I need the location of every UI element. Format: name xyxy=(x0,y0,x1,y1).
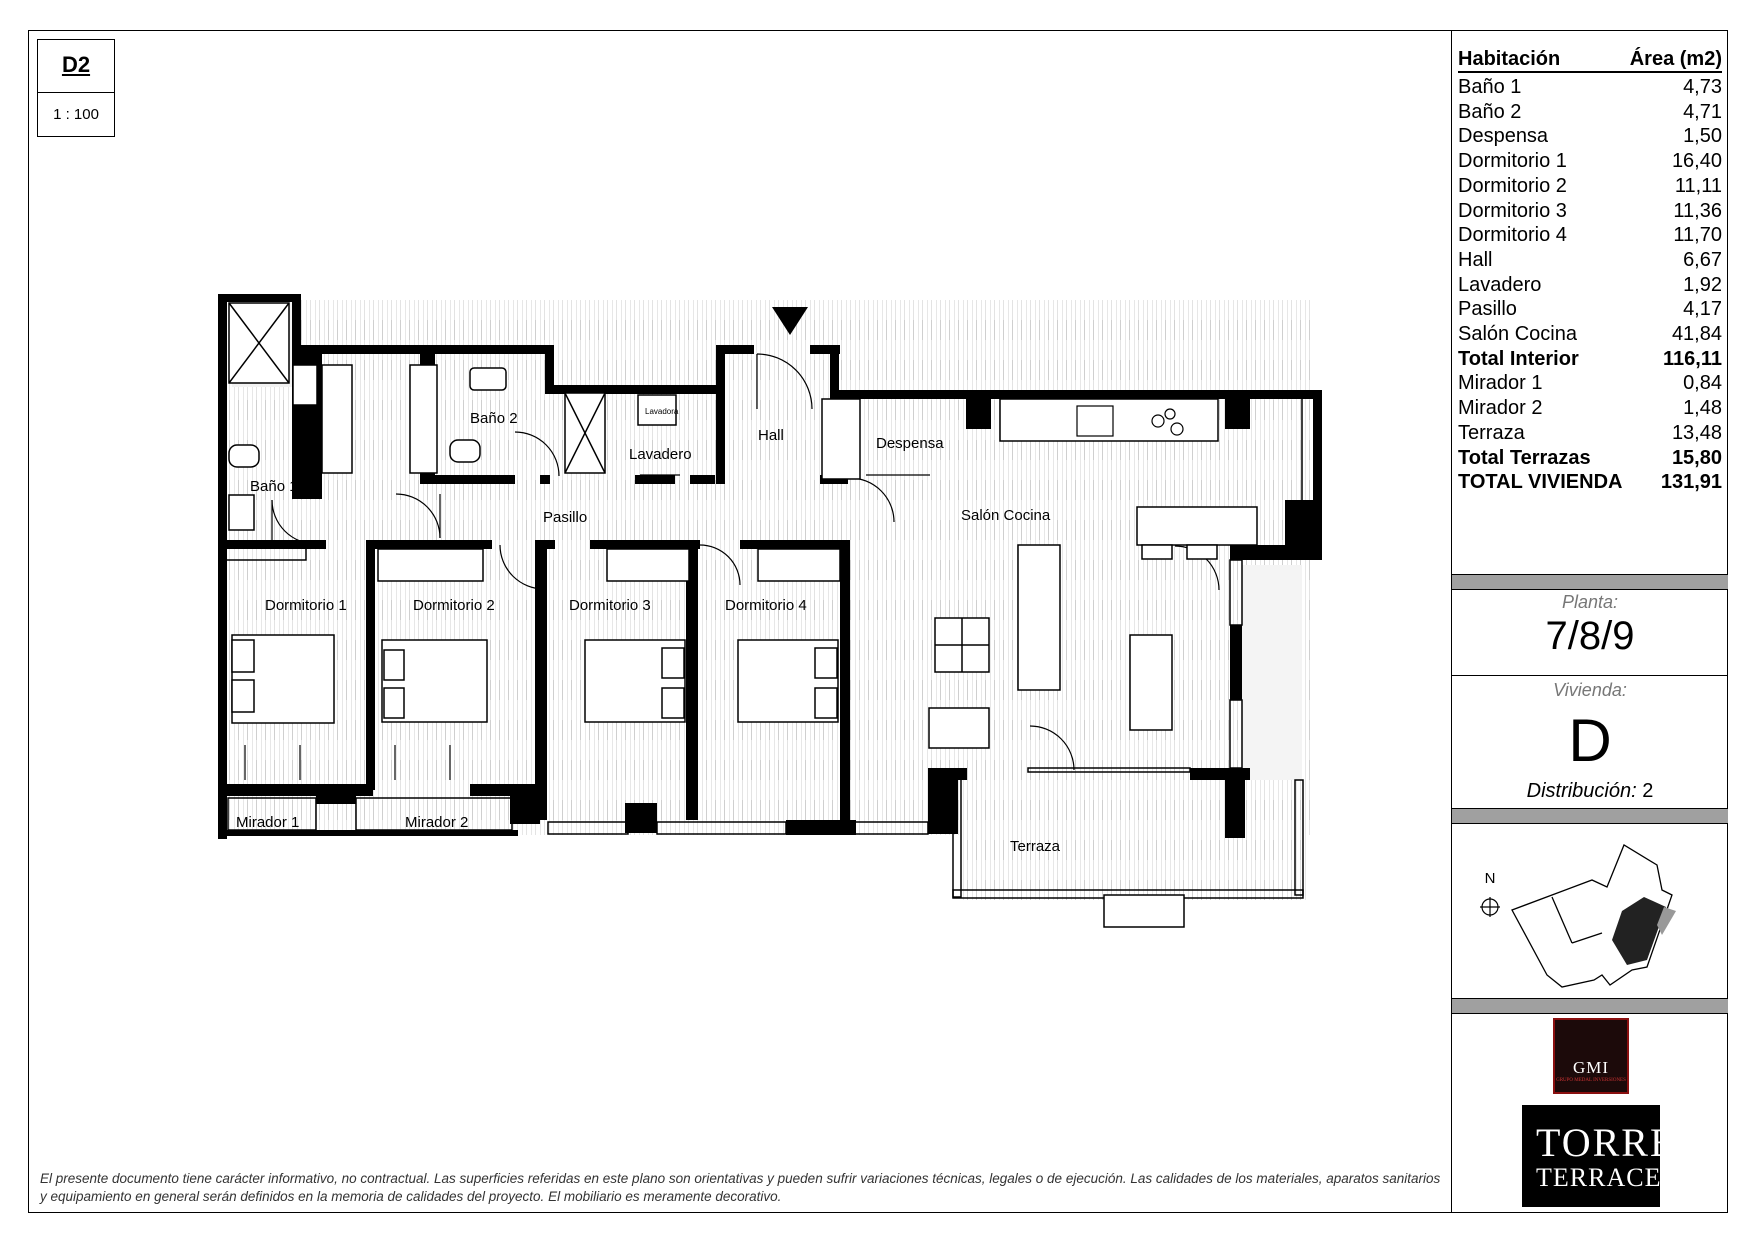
header-area: Área (m2) xyxy=(1629,48,1722,70)
area-row xyxy=(1458,100,1722,125)
area-row-value: 0,84 xyxy=(1683,372,1722,395)
area-row-room: Terraza xyxy=(1458,421,1525,444)
area-row-value: 116,11 xyxy=(1663,347,1722,370)
area-row-room: Total Terrazas xyxy=(1458,446,1591,469)
area-row-room: Dormitorio 4 xyxy=(1458,224,1567,247)
torre-terrace-logo xyxy=(1522,1105,1677,1207)
label-dorm1: Dormitorio 1 xyxy=(265,597,347,614)
area-row-room: Mirador 1 xyxy=(1458,372,1543,395)
label-dorm2: Dormitorio 2 xyxy=(413,597,495,614)
area-row xyxy=(1458,149,1722,174)
label-salon: Salón Cocina xyxy=(961,507,1051,524)
area-row xyxy=(1458,75,1722,100)
area-row-value: 11,11 xyxy=(1674,174,1722,197)
area-table-header xyxy=(1458,48,1722,73)
area-row-value: 13,48 xyxy=(1671,421,1722,444)
sheet-code: D2 xyxy=(61,52,91,77)
area-row-value: 6,67 xyxy=(1683,248,1722,271)
area-row xyxy=(1458,446,1722,471)
area-row-room: Dormitorio 3 xyxy=(1458,199,1567,222)
planta-value: 7/8/9 xyxy=(1545,614,1635,658)
area-row-value: 15,80 xyxy=(1671,446,1722,469)
area-row xyxy=(1458,223,1722,248)
area-row xyxy=(1458,421,1722,446)
area-row-room: Dormitorio 1 xyxy=(1458,150,1567,173)
label-bano1: Baño 1 xyxy=(250,478,298,495)
divider-bar xyxy=(1452,808,1728,824)
sheet-scale: 1 : 100 xyxy=(53,106,99,123)
area-row-room: Salón Cocina xyxy=(1458,323,1577,346)
area-row-value: 4,73 xyxy=(1683,76,1722,98)
label-lavadora: Lavadora xyxy=(645,407,679,416)
area-row-value: 131,91 xyxy=(1660,471,1722,494)
area-row-room: Despensa xyxy=(1458,125,1549,148)
label-terraza: Terraza xyxy=(1010,838,1061,855)
area-row xyxy=(1458,199,1722,224)
area-row-value: 1,50 xyxy=(1683,125,1722,148)
area-row xyxy=(1458,273,1722,298)
area-row xyxy=(1458,248,1722,273)
label-mirador1: Mirador 1 xyxy=(236,814,300,831)
label-mirador2: Mirador 2 xyxy=(405,814,469,831)
header-room: Habitación xyxy=(1458,48,1561,70)
label-pasillo: Pasillo xyxy=(543,509,588,526)
area-row-room: Hall xyxy=(1458,248,1493,271)
distribucion-value: 2 xyxy=(1642,780,1654,802)
area-row xyxy=(1458,396,1722,421)
area-row-value: 1,92 xyxy=(1683,273,1722,296)
label-lavadero: Lavadero xyxy=(629,446,692,463)
gmi-logo xyxy=(1553,1018,1629,1094)
area-row-room: Total Interior xyxy=(1458,347,1579,370)
area-row xyxy=(1458,470,1722,495)
area-row-value: 1,48 xyxy=(1683,397,1722,420)
area-row-room: Baño 2 xyxy=(1458,100,1522,123)
area-row-value: 4,71 xyxy=(1683,100,1722,123)
area-row-value: 4,17 xyxy=(1683,298,1722,321)
area-row-room: Pasillo xyxy=(1458,298,1517,321)
area-row-value: 41,84 xyxy=(1671,323,1722,346)
label-dorm4: Dormitorio 4 xyxy=(725,597,807,614)
label-despensa: Despensa xyxy=(876,435,944,452)
gmi-logo-text: GMI xyxy=(1572,1058,1610,1077)
torre-logo-line2: TERRACE xyxy=(1536,1163,1662,1192)
disclaimer: El presente documento tiene carácter informativo, no contractual. Las superficies referidas en este plano son orientativas y pueden sufrir variaciones técnicas, legales o de ejecución. Las calidades de los materiales, aparatos sanitarios y equipamiento en general serán definidos en la memoria de calidades del proyecto. El mobiliario es meramente decorativo. xyxy=(40,1171,1441,1204)
north-label: N xyxy=(1484,870,1496,887)
north-icon xyxy=(1480,870,1500,917)
label-hall: Hall xyxy=(758,427,784,444)
distribucion-line xyxy=(1452,780,1728,803)
divider-bar xyxy=(1452,998,1728,1014)
area-row xyxy=(1458,297,1722,322)
area-row-room: TOTAL VIVIENDA xyxy=(1458,471,1623,494)
area-row-room: Baño 1 xyxy=(1458,76,1522,98)
info-divider xyxy=(1452,675,1728,676)
area-row xyxy=(1458,347,1722,372)
area-row xyxy=(1458,174,1722,199)
area-row xyxy=(1458,322,1722,347)
divider-bar xyxy=(1452,574,1728,590)
area-row-value: 11,36 xyxy=(1673,199,1722,222)
vivienda-label: Vivienda: xyxy=(1553,680,1627,700)
area-row xyxy=(1458,371,1722,396)
label-bano2: Baño 2 xyxy=(470,410,518,427)
area-table-rows xyxy=(1458,75,1722,495)
key-plan xyxy=(1452,825,1728,995)
area-row-room: Mirador 2 xyxy=(1458,397,1543,420)
area-row-room: Lavadero xyxy=(1458,273,1542,296)
area-row xyxy=(1458,124,1722,149)
area-row-room: Dormitorio 2 xyxy=(1458,174,1567,197)
planta-label: Planta: xyxy=(1561,592,1619,612)
area-row-value: 11,70 xyxy=(1673,224,1722,247)
vivienda-value: D xyxy=(1568,707,1612,774)
area-row-value: 16,40 xyxy=(1671,150,1722,173)
area-table xyxy=(1458,48,1722,495)
torre-logo-line1: TORRE xyxy=(1536,1120,1677,1165)
unit-highlight xyxy=(1612,897,1666,965)
label-dorm3: Dormitorio 3 xyxy=(569,597,651,614)
distribucion-label: Distribución: xyxy=(1526,780,1637,802)
gmi-logo-subtext: GRUPO MEDAL INVERSIONES xyxy=(1556,1078,1626,1083)
